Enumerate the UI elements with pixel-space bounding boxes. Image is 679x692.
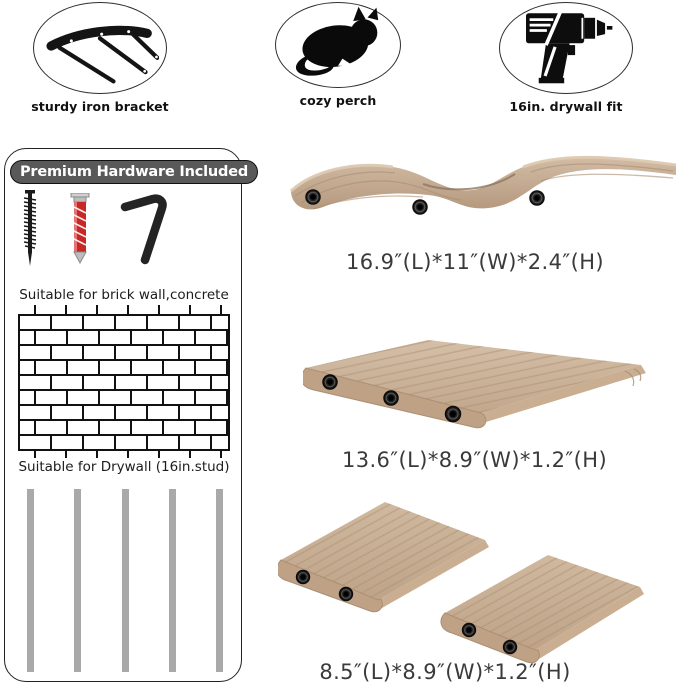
feature-label: 16in. drywall fit [509,99,623,114]
feature-label: sturdy iron bracket [31,99,169,114]
product-dimensions: 8.5″(L)*8.9″(W)*1.2″(H) [319,660,571,684]
product-image-large-flat-shelf [303,326,653,442]
product-dimensions: 13.6″(L)*8.9″(W)*1.2″(H) [341,448,608,472]
product-dimensions: 16.9″(L)*11″(W)*2.4″(H) [345,250,605,274]
feature-circle [275,2,401,88]
allen-key-icon [119,193,169,269]
iron-bracket-icon [41,7,159,89]
screw-icon [19,190,41,272]
feature-cozy-perch [272,2,404,108]
stud-bar [74,489,81,672]
drywall-caption: Suitable for Drywall (16in.stud) [18,459,230,475]
feature-circle [499,2,633,94]
hardware-icons-row [19,191,169,271]
feature-circle [33,2,167,94]
feature-iron-bracket [30,2,170,114]
stud-bars-graphic [27,489,223,672]
hardware-panel-title: Premium Hardware Included [10,160,258,184]
feature-label: cozy perch [299,93,377,108]
cat-icon [286,5,390,85]
wall-anchor-icon [68,193,92,269]
hardware-panel [4,148,249,682]
product-image-wave-shelf [283,145,679,241]
stud-bar [27,489,34,672]
product-image-small-flat-shelves [278,492,653,674]
stud-bar [169,489,176,672]
brick-caption: Suitable for brick wall,concrete [19,287,229,303]
stud-bar [122,489,129,672]
drill-icon [518,6,614,90]
feature-drywall-fit [496,2,636,114]
stud-bar [216,489,223,672]
brick-wall-graphic [15,305,233,462]
